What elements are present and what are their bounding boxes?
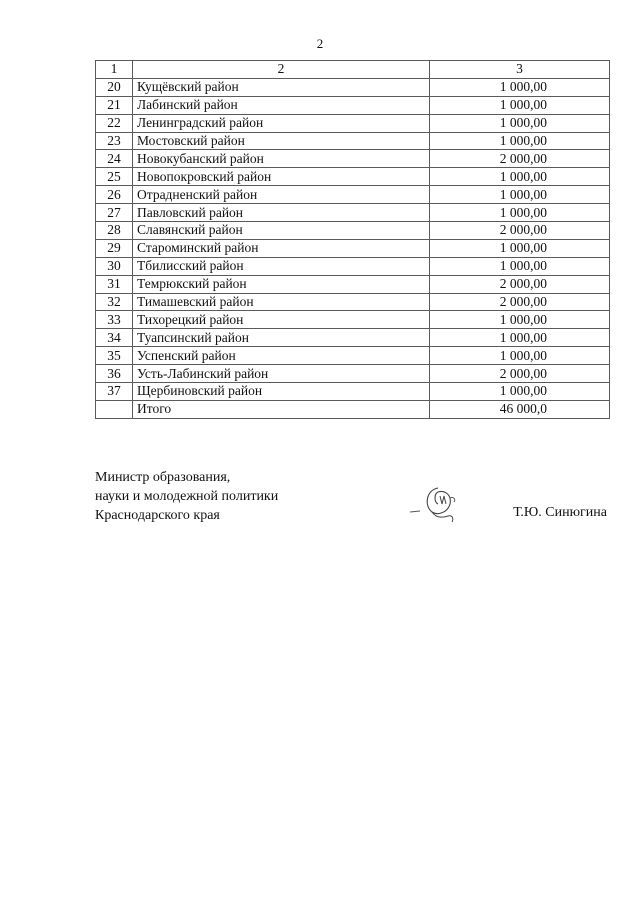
district-name: Щербиновский район	[133, 383, 430, 401]
row-number: 36	[96, 365, 133, 383]
table-row	[96, 383, 610, 401]
table-row	[96, 204, 610, 222]
district-name: Тихорецкий район	[133, 311, 430, 329]
district-name: Новопокровский район	[133, 168, 430, 186]
amount-value: 2 000,00	[430, 275, 610, 293]
district-name: Кущёвский район	[133, 78, 430, 96]
table-row	[96, 168, 610, 186]
amount-value: 2 000,00	[430, 365, 610, 383]
row-number: 25	[96, 168, 133, 186]
district-name: Отрадненский район	[133, 186, 430, 204]
amount-value: 1 000,00	[430, 132, 610, 150]
row-number: 30	[96, 257, 133, 275]
row-number: 35	[96, 347, 133, 365]
table-row	[96, 275, 610, 293]
row-number: 24	[96, 150, 133, 168]
row-number: 26	[96, 186, 133, 204]
amount-value: 2 000,00	[430, 222, 610, 240]
district-name: Славянский район	[133, 222, 430, 240]
amount-value: 1 000,00	[430, 239, 610, 257]
table-row	[96, 347, 610, 365]
column-header-amount: 3	[430, 61, 610, 79]
row-number: 20	[96, 78, 133, 96]
total-row	[96, 400, 610, 418]
signatory-title	[95, 468, 278, 525]
district-name: Туапсинский район	[133, 329, 430, 347]
amount-value: 1 000,00	[430, 257, 610, 275]
district-name: Тбилисский район	[133, 257, 430, 275]
district-name: Темрюкский район	[133, 275, 430, 293]
table-row	[96, 365, 610, 383]
table-row	[96, 150, 610, 168]
table-row	[96, 311, 610, 329]
district-name: Тимашевский район	[133, 293, 430, 311]
district-name: Мостовский район	[133, 132, 430, 150]
row-number: 29	[96, 239, 133, 257]
district-name: Усть-Лабинский район	[133, 365, 430, 383]
amount-value: 1 000,00	[430, 311, 610, 329]
row-number: 23	[96, 132, 133, 150]
row-number: 27	[96, 204, 133, 222]
district-name: Староминский район	[133, 239, 430, 257]
amount-value: 1 000,00	[430, 78, 610, 96]
amount-value: 1 000,00	[430, 186, 610, 204]
table-row	[96, 114, 610, 132]
amount-value: 1 000,00	[430, 347, 610, 365]
amount-value: 1 000,00	[430, 204, 610, 222]
column-header-number: 1	[96, 61, 133, 79]
signatory-title-line: науки и молодежной политики	[95, 489, 279, 504]
table-row	[96, 132, 610, 150]
row-number: 22	[96, 114, 133, 132]
row-number: 34	[96, 329, 133, 347]
district-name: Ленинградский район	[133, 114, 430, 132]
signatory-title-line: Краснодарского края	[95, 508, 220, 523]
row-number: 33	[96, 311, 133, 329]
total-number	[96, 400, 133, 418]
table-row	[96, 222, 610, 240]
signatory-title-line: Министр образования,	[95, 470, 231, 485]
row-number: 31	[96, 275, 133, 293]
signer-name: Т.Ю. Синюгина	[513, 505, 607, 520]
allocation-table	[95, 60, 610, 419]
column-header-district: 2	[133, 61, 430, 79]
table-row	[96, 186, 610, 204]
table-row	[96, 239, 610, 257]
table-row	[96, 78, 610, 96]
amount-value: 1 000,00	[430, 96, 610, 114]
table-row	[96, 257, 610, 275]
amount-value: 1 000,00	[430, 383, 610, 401]
district-name: Новокубанский район	[133, 150, 430, 168]
page-number: 2	[316, 36, 324, 51]
row-number: 28	[96, 222, 133, 240]
amount-value: 1 000,00	[430, 329, 610, 347]
handwritten-signature	[408, 482, 468, 528]
amount-value: 1 000,00	[430, 114, 610, 132]
row-number: 32	[96, 293, 133, 311]
table-row	[96, 293, 610, 311]
amount-value: 2 000,00	[430, 150, 610, 168]
row-number: 37	[96, 383, 133, 401]
table-header-row	[96, 61, 610, 79]
table-row	[96, 329, 610, 347]
amount-value: 2 000,00	[430, 293, 610, 311]
table-row	[96, 96, 610, 114]
district-name: Павловский район	[133, 204, 430, 222]
district-name: Лабинский район	[133, 96, 430, 114]
total-label: Итого	[133, 400, 430, 418]
row-number: 21	[96, 96, 133, 114]
amount-value: 1 000,00	[430, 168, 610, 186]
district-name: Успенский район	[133, 347, 430, 365]
total-value: 46 000,0	[430, 400, 610, 418]
